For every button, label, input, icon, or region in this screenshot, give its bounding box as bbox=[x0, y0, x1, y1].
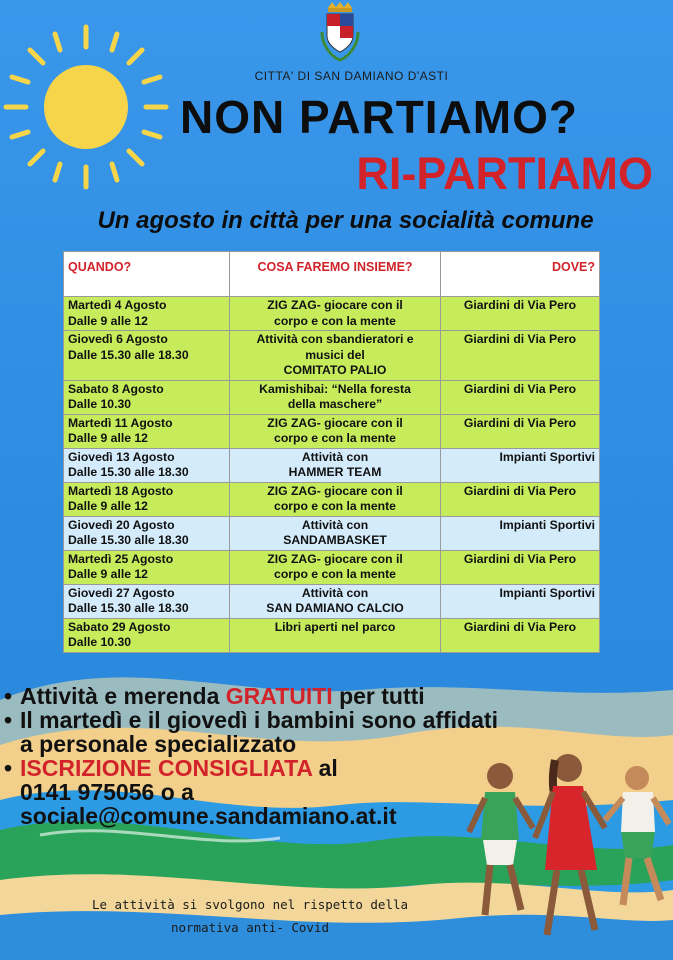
what-line: ZIG ZAG- giocare con il bbox=[267, 483, 403, 498]
table-row bbox=[64, 414, 600, 448]
cell-when bbox=[64, 550, 230, 584]
what-line: Attività con bbox=[301, 585, 369, 600]
when-time: Dalle 15.30 alle 18.30 bbox=[68, 347, 189, 362]
cell-when bbox=[64, 380, 230, 414]
when-time: Dalle 9 alle 12 bbox=[68, 313, 148, 328]
what-line: Kamishibai: “Nella foresta bbox=[259, 381, 411, 396]
cell-what bbox=[230, 584, 441, 618]
bullet-staff bbox=[4, 708, 504, 756]
when-day: Sabato 8 Agosto bbox=[68, 381, 164, 396]
cell-what bbox=[230, 414, 441, 448]
schedule-body bbox=[64, 297, 600, 653]
when-time: Dalle 9 alle 12 bbox=[68, 431, 148, 445]
cell-where: Giardini di Via Pero bbox=[441, 550, 600, 584]
bullet-free bbox=[4, 684, 504, 708]
header-where: DOVE? bbox=[441, 252, 600, 297]
cell-when bbox=[64, 297, 230, 331]
table-row bbox=[64, 550, 600, 584]
table-row bbox=[64, 448, 600, 482]
what-line: della maschere” bbox=[287, 397, 383, 411]
cell-what bbox=[230, 331, 441, 381]
what-line: ZIG ZAG- giocare con il bbox=[267, 298, 403, 312]
cell-where: Impianti Sportivi bbox=[441, 584, 600, 618]
bullet-staff-text: Il martedì e il giovedì i bambini sono affidati a personale specializzato bbox=[20, 707, 498, 757]
when-time: Dalle 9 alle 12 bbox=[68, 499, 148, 513]
schedule-table bbox=[63, 251, 600, 653]
what-line: COMITATO PALIO bbox=[283, 363, 387, 377]
when-day: Sabato 29 Agosto bbox=[68, 619, 171, 634]
bullet-registration-highlight: ISCRIZIONE CONSIGLIATA bbox=[20, 755, 313, 781]
covid-note-line1: Le attività si svolgono nel rispetto della bbox=[91, 897, 409, 912]
bullet-registration-post: al bbox=[312, 755, 338, 781]
header-what: COSA FAREMO INSIEME? bbox=[230, 252, 441, 297]
covid-note bbox=[0, 893, 500, 939]
when-day: Martedì 4 Agosto bbox=[68, 298, 167, 312]
table-row bbox=[64, 584, 600, 618]
cell-when bbox=[64, 331, 230, 381]
cell-what bbox=[230, 380, 441, 414]
cell-when bbox=[64, 584, 230, 618]
bullet-free-pre: Attività e merenda bbox=[20, 683, 226, 709]
contact-phone: 0141 975056 o a bbox=[20, 779, 194, 805]
table-row bbox=[64, 297, 600, 331]
main-title-red: RI-PARTIAMO bbox=[356, 148, 653, 199]
what-line: SAN DAMIANO CALCIO bbox=[266, 601, 404, 615]
when-day: Martedì 11 Agosto bbox=[68, 415, 173, 430]
cell-where: Giardini di Via Pero bbox=[441, 380, 600, 414]
bullet-free-post: per tutti bbox=[332, 683, 425, 709]
table-row bbox=[64, 482, 600, 516]
children-running-illustration bbox=[455, 740, 673, 960]
table-header-row bbox=[64, 252, 600, 297]
when-time: Dalle 15.30 alle 18.30 bbox=[68, 533, 189, 547]
what-line: Libri aperti nel parco bbox=[274, 619, 396, 634]
when-day: Giovedì 13 Agosto bbox=[68, 449, 175, 464]
what-line: corpo e con la mente bbox=[274, 567, 396, 581]
cell-what bbox=[230, 448, 441, 482]
covid-note-line2: normativa anti- Covid bbox=[170, 920, 330, 935]
sun-icon bbox=[0, 22, 175, 192]
when-time: Dalle 9 alle 12 bbox=[68, 567, 148, 581]
what-line: corpo e con la mente bbox=[274, 313, 396, 328]
what-line: Attività con bbox=[301, 517, 369, 532]
what-line: Attività con bbox=[301, 449, 369, 464]
cell-where: Giardini di Via Pero bbox=[441, 482, 600, 516]
cell-when bbox=[64, 414, 230, 448]
when-day: Giovedì 6 Agosto bbox=[68, 332, 168, 346]
crest-icon bbox=[318, 2, 362, 62]
cell-when bbox=[64, 448, 230, 482]
cell-what bbox=[230, 482, 441, 516]
subtitle: Un agosto in città per una socialità comune bbox=[97, 207, 594, 234]
bullet-dot: • bbox=[4, 683, 13, 709]
cell-what bbox=[230, 618, 441, 652]
table-row bbox=[64, 618, 600, 652]
main-title: NON PARTIAMO? bbox=[180, 91, 579, 143]
what-line: corpo e con la mente bbox=[274, 499, 396, 513]
cell-where: Giardini di Via Pero bbox=[441, 618, 600, 652]
what-line: SANDAMBASKET bbox=[283, 533, 387, 547]
what-line: HAMMER TEAM bbox=[288, 465, 382, 479]
when-day: Giovedì 20 Agosto bbox=[68, 517, 175, 532]
table-row bbox=[64, 516, 600, 550]
cell-where: Impianti Sportivi bbox=[441, 448, 600, 482]
table-row bbox=[64, 380, 600, 414]
when-time: Dalle 15.30 alle 18.30 bbox=[68, 601, 189, 615]
when-day: Martedì 25 Agosto bbox=[68, 551, 174, 566]
when-day: Martedì 18 Agosto bbox=[68, 483, 174, 498]
cell-when bbox=[64, 482, 230, 516]
bullet-registration bbox=[4, 756, 504, 780]
what-line: ZIG ZAG- giocare con il bbox=[267, 415, 403, 430]
cell-where: Giardini di Via Pero bbox=[441, 414, 600, 448]
when-time: Dalle 15.30 alle 18.30 bbox=[68, 465, 189, 479]
bullet-dot: • bbox=[4, 707, 13, 733]
cell-where: Giardini di Via Pero bbox=[441, 297, 600, 331]
cell-what bbox=[230, 297, 441, 331]
when-time: Dalle 10.30 bbox=[68, 635, 132, 649]
when-day: Giovedì 27 Agosto bbox=[68, 585, 175, 600]
cell-where: Impianti Sportivi bbox=[441, 516, 600, 550]
what-line: Attività con sbandieratori e bbox=[256, 332, 414, 346]
header-when: QUANDO? bbox=[64, 252, 230, 297]
cell-when bbox=[64, 618, 230, 652]
cell-when bbox=[64, 516, 230, 550]
table-row bbox=[64, 331, 600, 381]
contact-email[interactable]: sociale@comune.sandamiano.at.it bbox=[20, 803, 397, 829]
cell-what bbox=[230, 516, 441, 550]
bullet-free-highlight: GRATUITI bbox=[225, 683, 333, 709]
what-line: musici del bbox=[305, 347, 365, 362]
cell-where: Giardini di Via Pero bbox=[441, 331, 600, 381]
bullet-dot: • bbox=[4, 755, 13, 781]
info-bullets bbox=[4, 684, 504, 828]
what-line: ZIG ZAG- giocare con il bbox=[267, 551, 403, 566]
city-name: CITTA' DI SAN DAMIANO D'ASTI bbox=[254, 69, 449, 83]
when-time: Dalle 10.30 bbox=[68, 397, 132, 411]
what-line: corpo e con la mente bbox=[274, 431, 396, 445]
cell-what bbox=[230, 550, 441, 584]
